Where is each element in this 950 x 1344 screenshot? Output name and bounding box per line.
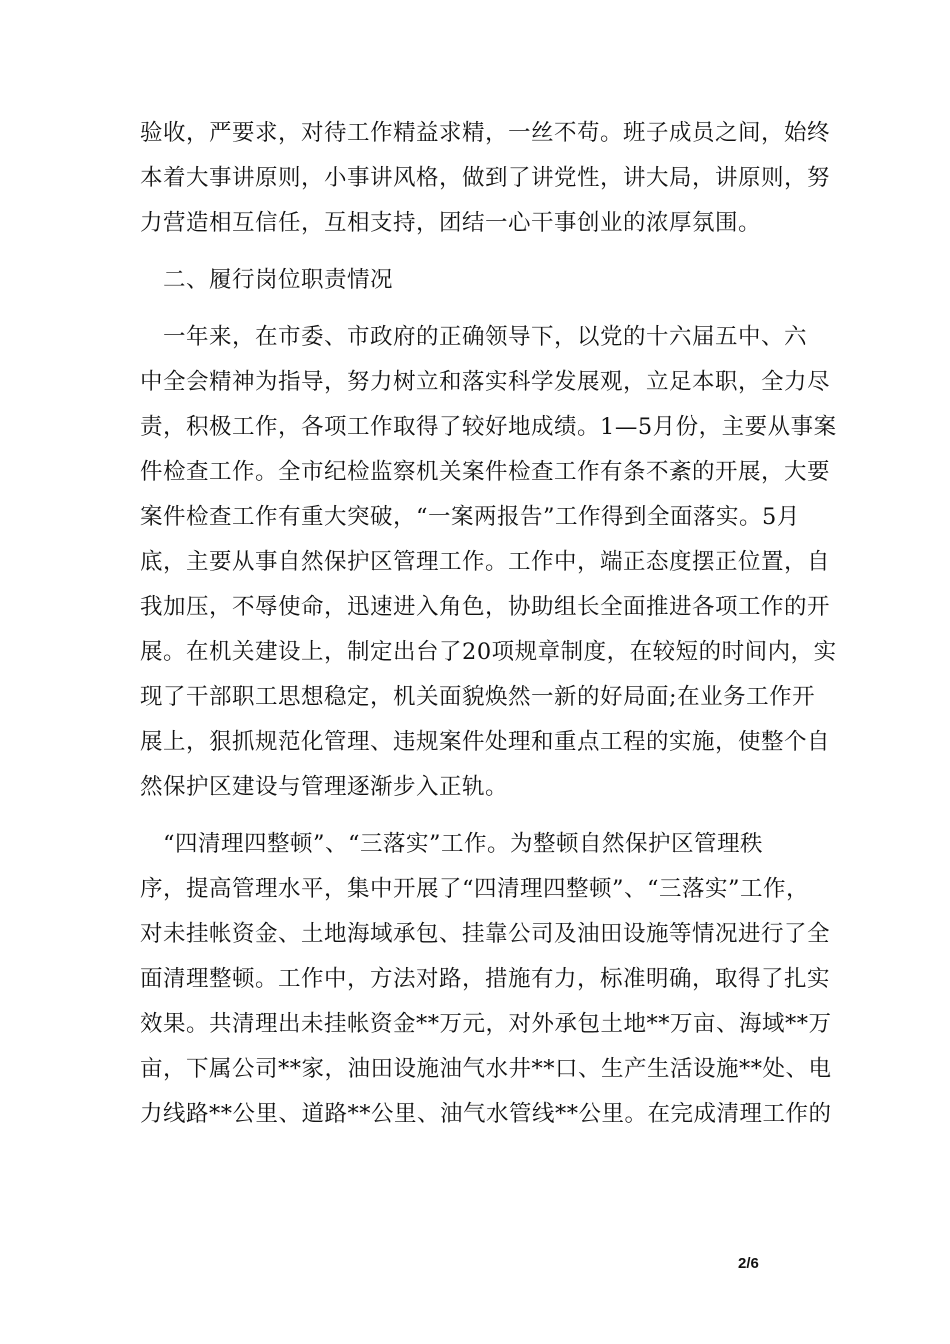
paragraph-line: 责，积极工作，各项工作取得了较好地成绩。1—5月份，主要从事案 <box>140 414 837 440</box>
paragraph-line: 中全会精神为指导，努力树立和落实科学发展观，立足本职，全力尽 <box>140 369 831 395</box>
paragraph-line: 我加压，不辱使命，迅速进入角色，协助组长全面推进各项工作的开 <box>140 594 831 620</box>
paragraph-line: 然保护区建设与管理逐渐步入正轨。 <box>140 774 509 800</box>
paragraph-line: 亩，下属公司**家，油田设施油气水井**口、生产生活设施**处、电 <box>140 1056 832 1082</box>
paragraph-line: 件检查工作。全市纪检监察机关案件检查工作有条不紊的开展，大要 <box>140 459 831 485</box>
paragraph-line: “四清理四整顿”、“三落实”工作。为整顿自然保护区管理秩 <box>140 831 764 857</box>
paragraph-line: 展。在机关建设上，制定出台了20项规章制度，在较短的时间内，实 <box>140 639 837 665</box>
paragraph-line: 展上，狠抓规范化管理、违规案件处理和重点工程的实施，使整个自 <box>140 729 831 755</box>
paragraph-line: 对未挂帐资金、土地海域承包、挂靠公司及油田设施等情况进行了全 <box>140 921 831 947</box>
paragraph-line: 面清理整顿。工作中，方法对路，措施有力，标准明确，取得了扎实 <box>140 966 831 992</box>
paragraph-line: 一年来，在市委、市政府的正确领导下，以党的十六届五中、六 <box>140 324 808 350</box>
paragraph-line: 力线路**公里、道路**公里、油气水管线**公里。在完成清理工作的 <box>140 1101 832 1127</box>
paragraph-line: 力营造相互信任，互相支持，团结一心干事创业的浓厚氛围。 <box>140 210 762 236</box>
paragraph-line: 验收，严要求，对待工作精益求精，一丝不苟。班子成员之间，始终 <box>140 120 831 146</box>
paragraph-line: 序，提高管理水平，集中开展了“四清理四整顿”、“三落实”工作， <box>140 876 810 902</box>
paragraph-line: 效果。共清理出未挂帐资金**万元，对外承包土地**万亩、海域**万 <box>140 1011 832 1037</box>
paragraph-line: 本着大事讲原则，小事讲风格，做到了讲党性，讲大局，讲原则，努 <box>140 165 831 191</box>
section-heading: 二、履行岗位职责情况 <box>140 267 394 293</box>
paragraph-line: 底，主要从事自然保护区管理工作。工作中，端正态度摆正位置，自 <box>140 549 831 575</box>
paragraph-line: 现了干部职工思想稳定，机关面貌焕然一新的好局面;在业务工作开 <box>140 684 816 710</box>
paragraph-line: 案件检查工作有重大突破，“一案两报告”工作得到全面落实。5月 <box>140 504 800 530</box>
page-number: 2/6 <box>738 1255 759 1272</box>
